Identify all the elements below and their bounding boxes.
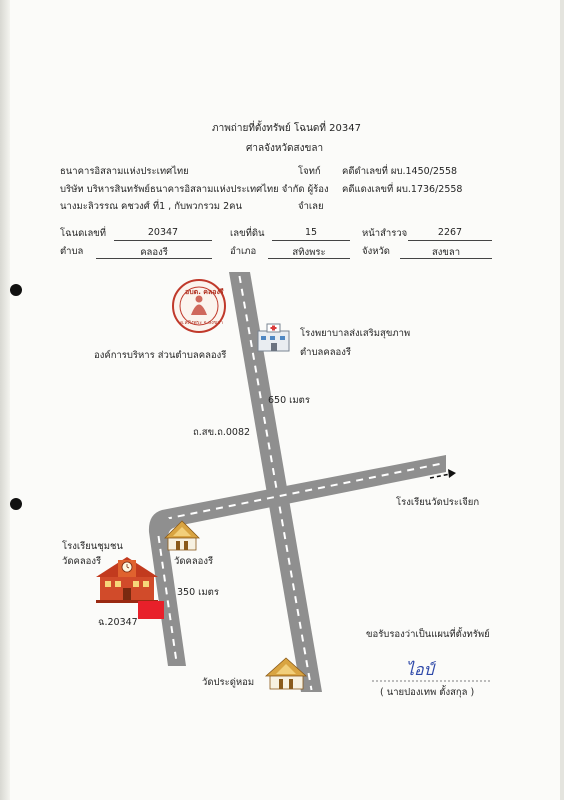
province-value: สงขลา	[431, 247, 461, 258]
hospital-icon	[258, 324, 289, 351]
amphoe-label: อำเภอ	[230, 246, 257, 257]
certify-text: ขอรับรองว่าเป็นแผนที่ตั้งทรัพย์	[366, 629, 490, 640]
deed-no-value: 20347	[147, 227, 179, 238]
tambon-label: ตำบล	[60, 246, 84, 257]
plaintiff-role: โจทก์	[298, 166, 321, 177]
school-right-label: โรงเรียนวัดประเจียก	[396, 497, 480, 508]
survey-value: 2267	[437, 227, 463, 238]
survey-label: หน้าสำรวจ	[362, 228, 408, 239]
temple-praduhom-label: วัดประดู่หอม	[202, 677, 255, 688]
hospital-label-line1: โรงพยาบาลส่งเสริมสุขภาพ	[300, 328, 411, 339]
land-plot-marker	[138, 601, 164, 619]
red-case-number: คดีแดงเลขที่ ผบ.1736/2558	[342, 184, 463, 195]
school-left-label-line1: โรงเรียนชุมชน	[62, 541, 123, 552]
tao-label: องค์การบริหาร ส่วนตำบลคลองรี	[94, 350, 227, 361]
black-case-number: คดีดำเลขที่ ผบ.1450/2558	[342, 166, 458, 177]
school-icon	[96, 557, 158, 603]
deed-no-label: โฉนดเลขที่	[60, 228, 107, 239]
hospital-label-line2: ตำบลคลองรี	[300, 347, 351, 358]
seal-bottom-text: อ.สทิงพระ จ.สงขลา	[180, 320, 223, 326]
document-title: ภาพถ่ายที่ตั้งทรัพย์ โฉนดที่ 20347	[212, 123, 361, 134]
road-name-label: ถ.สข.ถ.0082	[193, 427, 251, 438]
cross-road	[162, 455, 446, 529]
school-left-label-line2: วัดคลองรี	[62, 556, 102, 567]
signature: ไอป์	[406, 660, 434, 679]
plaintiff-name: ธนาคารอิสลามแห่งประเทศไทย	[60, 166, 189, 177]
distance-350-label: 350 เมตร	[177, 587, 219, 598]
seal-top-text: อบต. คลองรี	[185, 288, 224, 296]
defendant-name: นางมะลิวรรณ คชวงศ์ ที่1 , กับพวกรวม 2คน	[60, 201, 242, 212]
amphoe-value: สทิงพระ	[292, 247, 326, 258]
plot-label: ฉ.20347	[98, 617, 138, 628]
direction-arrow-head	[448, 469, 456, 478]
distance-650-label: 650 เมตร	[268, 395, 310, 406]
assignee-name: บริษัท บริหารสินทรัพย์ธนาคารอิสลามแห่งประเทศไทย จำกัด ผู้ร้อง	[60, 184, 329, 195]
tambon-value: คลองรี	[140, 247, 168, 258]
land-no-value: 15	[304, 227, 318, 238]
temple-khlongri-label: วัดคลองรี	[174, 556, 214, 567]
defendant-role: จำเลย	[298, 201, 324, 212]
land-no-label: เลขที่ดิน	[230, 228, 265, 239]
court-name: ศาลจังหวัดสงขลา	[246, 143, 324, 154]
signer-name: ( นายปองเทพ ตั้งสกุล )	[380, 687, 475, 698]
province-label: จังหวัด	[362, 246, 390, 257]
